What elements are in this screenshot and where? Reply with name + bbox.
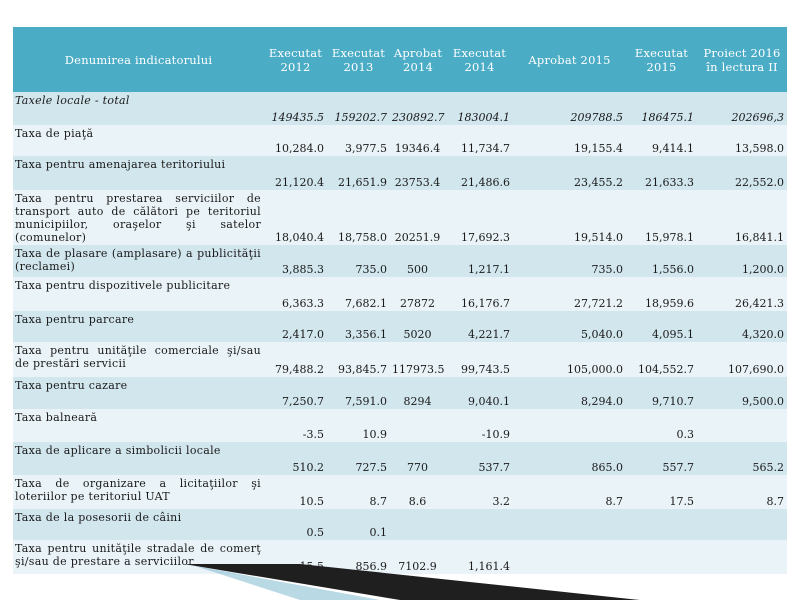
indicator-name: Taxa pentru unităţile comerciale şi/sau de prestări servicii <box>13 342 264 377</box>
value-cell: 8.7 <box>327 475 390 509</box>
value-cell: 18,758.0 <box>327 190 390 245</box>
value-cell: 3,885.3 <box>264 245 327 277</box>
indicator-name: Taxa de aplicare a simbolicii locale <box>13 442 264 475</box>
value-cell: 4,221.7 <box>446 311 513 342</box>
value-cell: 202696,3 <box>697 92 787 125</box>
value-cell: 1,556.0 <box>626 245 697 277</box>
value-cell: 9,414.1 <box>626 125 697 156</box>
value-cell: 17.5 <box>626 475 697 509</box>
value-cell: 557.7 <box>626 442 697 475</box>
indicator-name: Taxa pentru prestarea serviciilor de transport auto de călători pe teritoriul municipiilor, oraşelor şi satelor (comunelor) <box>13 190 264 245</box>
value-cell: 3,356.1 <box>327 311 390 342</box>
indicator-name: Taxa pentru cazare <box>13 377 264 409</box>
value-cell: 149435.5 <box>264 92 327 125</box>
value-cell: 107,690.0 <box>697 342 787 377</box>
value-cell: 10.5 <box>264 475 327 509</box>
value-cell: 0.3 <box>626 409 697 442</box>
value-cell: 209788.5 <box>513 92 626 125</box>
value-cell: 117973.5 <box>390 342 446 377</box>
col-header-aprobat-2015: Aprobat 2015 <box>513 27 626 92</box>
value-cell: 20251.9 <box>390 190 446 245</box>
value-cell: -10.9 <box>446 409 513 442</box>
value-cell: 856.9 <box>327 540 390 574</box>
indicator-name: Taxa pentru dispozitivele publicitare <box>13 277 264 311</box>
value-cell: 10.9 <box>327 409 390 442</box>
value-cell: 6,363.3 <box>264 277 327 311</box>
value-cell: 8,294.0 <box>513 377 626 409</box>
value-cell: 1,200.0 <box>697 245 787 277</box>
value-cell: 183004.1 <box>446 92 513 125</box>
value-cell: 23753.4 <box>390 156 446 190</box>
value-cell: 9,040.1 <box>446 377 513 409</box>
value-cell: 13,598.0 <box>697 125 787 156</box>
col-header-aprobat-2014: Aprobat 2014 <box>390 27 446 92</box>
indicator-name: Taxa pentru amenajarea teritoriului <box>13 156 264 190</box>
value-cell: 7,682.1 <box>327 277 390 311</box>
value-cell: -3.5 <box>264 409 327 442</box>
value-cell: 9,500.0 <box>697 377 787 409</box>
value-cell: 186475.1 <box>626 92 697 125</box>
indicator-name: Taxa de plasare (amplasare) a publicităţii (reclamei) <box>13 245 264 277</box>
value-cell: 104,552.7 <box>626 342 697 377</box>
value-cell: 727.5 <box>327 442 390 475</box>
value-cell: 735.0 <box>327 245 390 277</box>
value-cell: 565.2 <box>697 442 787 475</box>
value-cell: 11,734.7 <box>446 125 513 156</box>
value-cell: 7102.9 <box>390 540 446 574</box>
value-cell: 0.5 <box>264 509 327 540</box>
value-cell: 21,633.3 <box>626 156 697 190</box>
col-header-executat-2013: Executat 2013 <box>327 27 390 92</box>
value-cell: 2,417.0 <box>264 311 327 342</box>
value-cell: 10,284.0 <box>264 125 327 156</box>
value-cell: 99,743.5 <box>446 342 513 377</box>
value-cell: 537.7 <box>446 442 513 475</box>
value-cell: 865.0 <box>513 442 626 475</box>
value-cell: 21,486.6 <box>446 156 513 190</box>
value-cell: 3.2 <box>446 475 513 509</box>
value-cell: 18,959.6 <box>626 277 697 311</box>
value-cell: 735.0 <box>513 245 626 277</box>
col-header-executat-2012: Executat 2012 <box>264 27 327 92</box>
value-cell: 17,692.3 <box>446 190 513 245</box>
indicator-name: Taxa de organizare a licitaţiilor şi loteriilor pe teritoriul UAT <box>13 475 264 509</box>
value-cell: 7,591.0 <box>327 377 390 409</box>
value-cell: 23,455.2 <box>513 156 626 190</box>
value-cell: 5,040.0 <box>513 311 626 342</box>
value-cell: 3,977.5 <box>327 125 390 156</box>
value-cell: 1,161.4 <box>446 540 513 574</box>
value-cell: 8.7 <box>697 475 787 509</box>
indicator-name: Taxa balneară <box>13 409 264 442</box>
col-header-indicator: Denumirea indicatorului <box>13 27 264 92</box>
value-cell: 27872 <box>390 277 446 311</box>
value-cell: 4,320.0 <box>697 311 787 342</box>
value-cell: 105,000.0 <box>513 342 626 377</box>
indicator-name: Taxa pentru unităţile stradale de comerţ şi/sau de prestare a serviciilor <box>13 540 264 574</box>
indicator-name: Taxele locale - total <box>13 92 264 125</box>
value-cell: 159202.7 <box>327 92 390 125</box>
value-cell: 18,040.4 <box>264 190 327 245</box>
value-cell: 19,514.0 <box>513 190 626 245</box>
value-cell: 5020 <box>390 311 446 342</box>
value-cell: 79,488.2 <box>264 342 327 377</box>
value-cell: 8.6 <box>390 475 446 509</box>
value-cell: 4,095.1 <box>626 311 697 342</box>
col-header-executat-2014: Executat 2014 <box>446 27 513 92</box>
indicator-name: Taxa de piaţă <box>13 125 264 156</box>
value-cell: 21,120.4 <box>264 156 327 190</box>
value-cell: 500 <box>390 245 446 277</box>
value-cell: 16,176.7 <box>446 277 513 311</box>
value-cell: 9,710.7 <box>626 377 697 409</box>
value-cell: 27,721.2 <box>513 277 626 311</box>
indicator-name: Taxa pentru parcare <box>13 311 264 342</box>
indicator-name: Taxa de la posesorii de câini <box>13 509 264 540</box>
value-cell: 7,250.7 <box>264 377 327 409</box>
value-cell: 16,841.1 <box>697 190 787 245</box>
value-cell: 21,651.9 <box>327 156 390 190</box>
col-header-executat-2015: Executat 2015 <box>626 27 697 92</box>
col-header-proiect-2016: Proiect 2016 în lectura II <box>697 27 787 92</box>
value-cell: 770 <box>390 442 446 475</box>
value-cell: 1,217.1 <box>446 245 513 277</box>
value-cell: 0.1 <box>327 509 390 540</box>
value-cell: 230892.7 <box>390 92 446 125</box>
value-cell: 8.7 <box>513 475 626 509</box>
value-cell: 93,845.7 <box>327 342 390 377</box>
value-cell: 510.2 <box>264 442 327 475</box>
value-cell: 8294 <box>390 377 446 409</box>
value-cell: 19346.4 <box>390 125 446 156</box>
value-cell: 15,978.1 <box>626 190 697 245</box>
value-cell: 26,421.3 <box>697 277 787 311</box>
value-cell: 19,155.4 <box>513 125 626 156</box>
value-cell: 22,552.0 <box>697 156 787 190</box>
